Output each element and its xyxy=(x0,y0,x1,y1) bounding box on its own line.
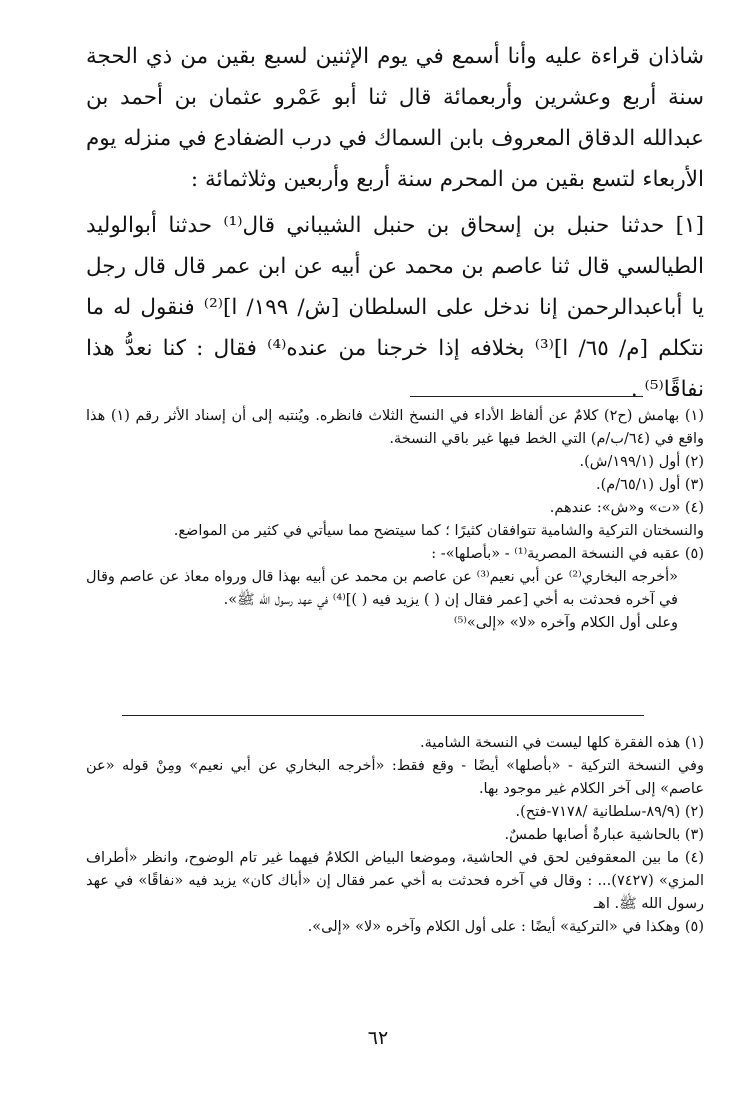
main-paragraph-1: شاذان قراءة عليه وأنا أسمع في يوم الإثنين لسبع بقين من ذي الحجة سنة أربع وعشرين وأربعمائة قال ثنا أبو عَمْرو عثمان بن أحمد بن عبدالله الدقاق المعروف بابن السماك في درب الضفادع في منزله يوم الأربعاء لتسع بقين من المحرم سنة أربع وأربعين وثلاثمائة : xyxy=(86,44,704,192)
footnote-item: (٥) عقبه في النسخة المصرية⁽¹⁾ - «بأصلها»- : xyxy=(431,546,704,562)
footnote-item: والنسختان التركية والشامية تتوافقان كثيرًا ؛ كما سيتضح مما سيأتي في كثير من المواضع. xyxy=(173,523,704,539)
footnote-item: (٣) بالحاشية عبارةٌ أصابها طمسٌ. xyxy=(504,827,704,843)
footnote-item: (٢) (٨٩/٩-سلطانية /٧١٧٨-فتح). xyxy=(515,804,704,820)
footnote-item: (٣) أول (٦٥/١/م). xyxy=(596,477,704,493)
footnotes-primary xyxy=(86,405,704,635)
footnote-item: (٢) أول (١٩٩/١/ش). xyxy=(579,454,704,470)
main-paragraph-2: [١] حدثنا حنبل بن إسحاق بن حنبل الشيباني قال⁽¹⁾ حدثنا أبوالوليد الطيالسي قال ثنا عاصم بن محمد عن أبيه عن ابن عمر قال قال رجل يا أباعبدالرحمن إنا ندخل على السلطان [ش/ ١٩٩/ ا]⁽²⁾ فنقول له ما نتكلم [م/ ٦٥/ ا]⁽³⁾ بخلافه إذا خرجنا من عنده⁽⁴⁾ فقال : كنا نعدُّ هذا نفاقًا⁽⁵⁾ . xyxy=(86,213,704,402)
footnote-quote: «أخرجه البخاري⁽²⁾ عن أبي نعيم⁽³⁾ عن عاصم بن محمد عن أبيه بهذا قال ورواه معاذ عن عاصم وقال في آخره فحدثت به أخي [عمر فقال إن ( ) يزيد فيه ( )]⁽⁴⁾ في عهد رسول الله ﷺ». xyxy=(86,569,678,608)
footnote-item: (١) هذه الفقرة كلها ليست في النسخة الشامية. xyxy=(420,735,704,751)
page-number: ٦٢ xyxy=(367,1027,389,1049)
footnote-separator-2 xyxy=(122,715,644,716)
footnote-item: (٤) ما بين المعقوفين لحق في الحاشية، وموضعا البياض الكلامُ فيهما غير تام الوضوح، وانظر «أطراف المزي» (٧٤٢٧)... : وقال في آخره فحدثت به أخي عمر فقال إن «أباك كان» يزيد فيه «نفاقًا» في عهد رسول الله ﷺ. اهـ xyxy=(86,850,704,912)
footnote-item: (١) بهامش (ح٢) كلامٌ عن ألفاظ الأداء في النسخ الثلاث فانظره. ويُنتبه إلى أن إسناد الأثر رقم (١) هذا واقع في (٦٤/ب/م) التي الخط فيها غير باقي النسخة. xyxy=(86,408,704,447)
footnote-item: (٤) «ت» و«ش»: عندهم. xyxy=(549,500,704,516)
footnote-item: وفي النسخة التركية - «بأصلها» أيضًا - وقع فقط: «أخرجه البخاري عن أبي نعيم» ومِنْ قوله «عن عاصم» إلى آخر الكلام غير موجود بها. xyxy=(86,758,704,797)
footnotes-secondary xyxy=(86,732,704,939)
footnote-separator-1 xyxy=(410,396,643,397)
main-text xyxy=(86,36,704,410)
footnote-item: وعلى أول الكلام وآخره «لا» «إلى»⁽⁵⁾ xyxy=(453,615,678,631)
footnote-item: (٥) وهكذا في «التركية» أيضًا : على أول الكلام وآخره «لا» «إلى». xyxy=(307,919,704,935)
